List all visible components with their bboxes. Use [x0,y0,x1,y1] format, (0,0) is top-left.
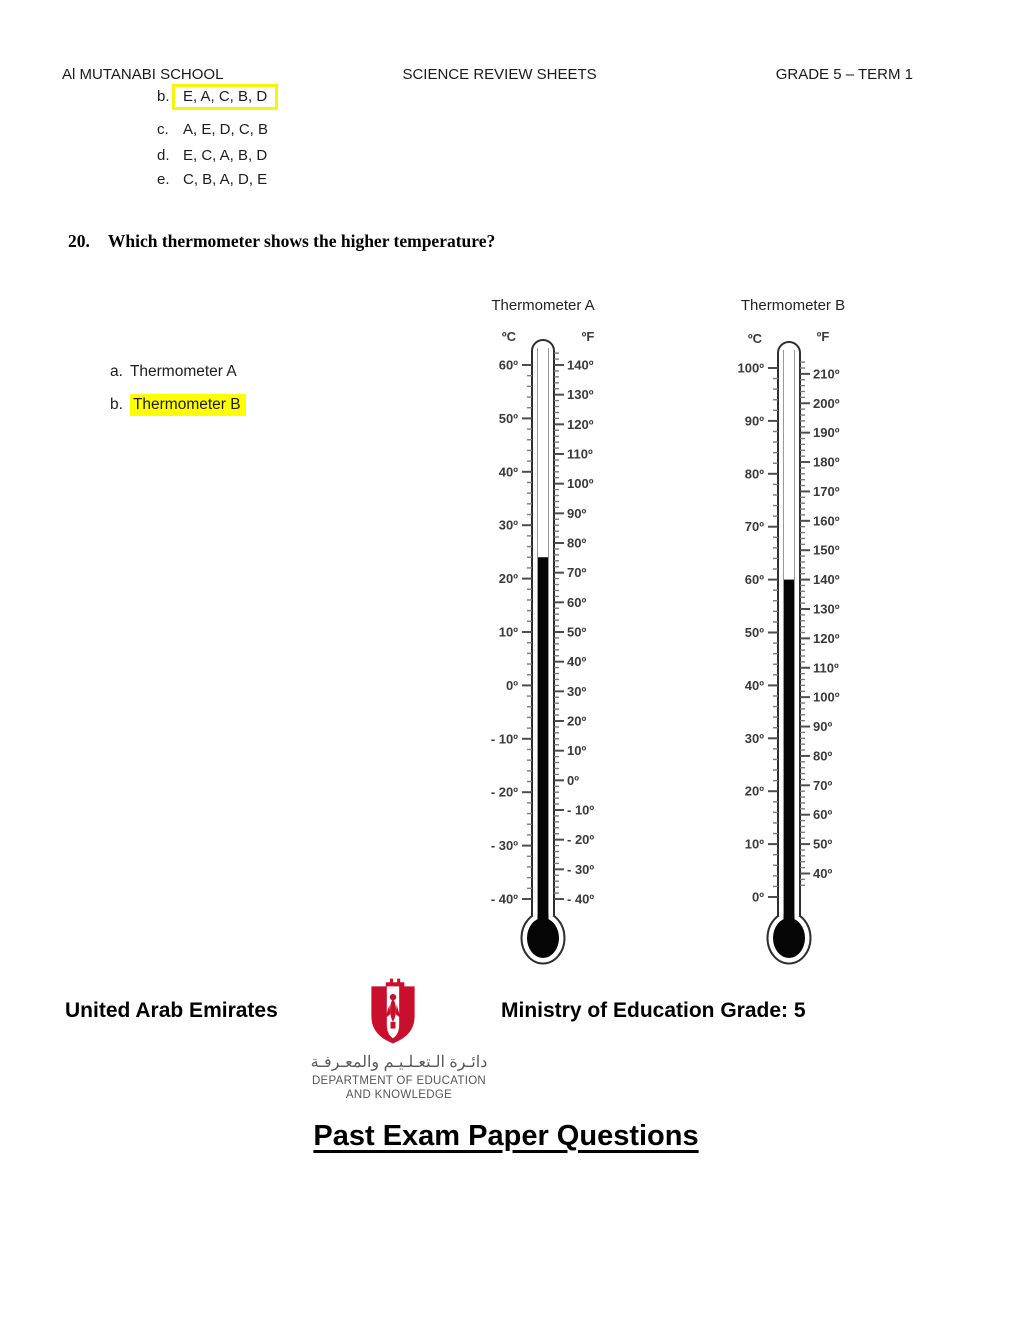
svg-text:50º: 50º [567,624,587,640]
svg-text:20º: 20º [567,713,587,729]
svg-text:180º: 180º [813,454,840,470]
option-letter: b. [157,88,170,105]
svg-text:40º: 40º [744,677,764,693]
svg-text:60º: 60º [498,357,518,373]
thermometer-b-celsius-unit: ºC [747,331,763,346]
emblem-caption-line2: AND KNOWLEDGE [345,1089,453,1101]
svg-text:20º: 20º [498,571,518,587]
svg-text:80º: 80º [567,535,587,551]
svg-text:100º: 100º [813,689,840,705]
svg-text:90º: 90º [813,719,833,735]
svg-text:190º: 190º [813,425,840,441]
thermometer-a-celsius-unit: ºC [501,329,517,344]
svg-text:70º: 70º [567,565,587,581]
option-row-d [157,147,267,164]
question-20 [68,231,495,252]
svg-text:- 40º: - 40º [567,891,595,907]
header-grade-term: GRADE 5 – TERM 1 [775,66,913,83]
option-row-e [157,171,267,188]
answer-option-b [110,396,246,414]
option-row-c [157,121,268,138]
svg-text:140º: 140º [567,357,594,373]
document-title: Past Exam Paper Questions [313,1120,699,1152]
svg-text:160º: 160º [813,513,840,529]
svg-text:200º: 200º [813,395,840,411]
option-row-b [157,88,278,105]
answer-letter: a. [110,363,123,380]
option-letter: d. [157,147,170,164]
footer-ministry-grade: Ministry of Education Grade: 5 [501,999,806,1022]
uae-emblem-icon [361,975,425,1045]
svg-text:80º: 80º [813,748,833,764]
option-text: E, C, A, B, D [183,147,268,164]
answer-letter: b. [110,396,123,413]
svg-text:130º: 130º [813,601,840,617]
svg-text:0º: 0º [567,772,579,788]
svg-text:150º: 150º [813,542,840,558]
svg-text:110º: 110º [813,660,839,676]
svg-text:100º: 100º [737,360,764,376]
svg-text:0º: 0º [506,677,518,693]
svg-text:50º: 50º [813,836,833,852]
svg-text:10º: 10º [498,624,518,640]
svg-text:10º: 10º [567,743,587,759]
svg-text:130º: 130º [567,387,594,403]
option-letter: c. [157,121,169,138]
svg-text:20º: 20º [744,783,764,799]
svg-text:- 20º: - 20º [567,832,595,848]
emblem-caption-arabic: دائـرة الـتعـلـيـم والمعـرفـة [310,1054,488,1071]
svg-text:60º: 60º [744,572,764,588]
thermometer-b-title: Thermometer B [740,297,846,314]
footer-country: United Arab Emirates [65,999,278,1022]
svg-text:40º: 40º [498,464,518,480]
svg-text:- 10º: - 10º [490,731,518,747]
page-header [62,66,913,83]
svg-text:- 30º: - 30º [567,861,595,877]
svg-text:30º: 30º [498,517,518,533]
svg-text:- 30º: - 30º [490,838,518,854]
svg-text:- 40º: - 40º [490,891,518,907]
svg-text:50º: 50º [498,410,518,426]
header-subject: SCIENCE REVIEW SHEETS [402,66,597,83]
svg-text:70º: 70º [744,519,764,535]
thermometer-a-title: Thermometer A [491,297,595,314]
svg-text:70º: 70º [813,777,833,793]
svg-text:120º: 120º [567,416,594,432]
selected-answer-box: E, A, C, B, D [172,84,278,110]
svg-text:30º: 30º [744,730,764,746]
svg-text:90º: 90º [744,413,764,429]
svg-text:40º: 40º [567,654,587,670]
svg-text:0º: 0º [752,889,764,905]
svg-text:90º: 90º [567,505,587,521]
svg-text:60º: 60º [813,807,833,823]
svg-text:50º: 50º [744,625,764,640]
svg-text:170º: 170º [813,483,840,499]
highlighted-answer: Thermometer B [130,394,246,416]
svg-text:120º: 120º [813,630,840,646]
svg-text:- 20º: - 20º [490,784,518,800]
emblem-caption-line1: DEPARTMENT OF EDUCATION [311,1075,487,1087]
svg-text:110º: 110º [567,446,593,462]
question-text: Which thermometer shows the higher temperature? [107,231,496,251]
svg-text:140º: 140º [813,572,840,588]
svg-text:30º: 30º [567,683,587,699]
svg-text:80º: 80º [744,466,764,482]
answer-text: Thermometer A [129,363,237,380]
thermometer-a-fahrenheit-unit: ºF [581,329,595,344]
option-text: A, E, D, C, B [183,121,269,138]
svg-text:210º: 210º [813,366,840,382]
header-school: Al MUTANABI SCHOOL [62,66,224,83]
svg-text:40º: 40º [813,865,833,881]
thermometer-b-fahrenheit-unit: ºF [816,329,830,344]
svg-text:100º: 100º [567,476,594,492]
svg-text:- 10º: - 10º [567,802,595,818]
svg-text:60º: 60º [567,594,587,610]
option-letter: e. [157,171,170,188]
svg-text:10º: 10º [744,836,764,852]
option-text: C, B, A, D, E [183,171,268,188]
answer-option-a [110,363,237,381]
question-number: 20. [68,231,90,251]
